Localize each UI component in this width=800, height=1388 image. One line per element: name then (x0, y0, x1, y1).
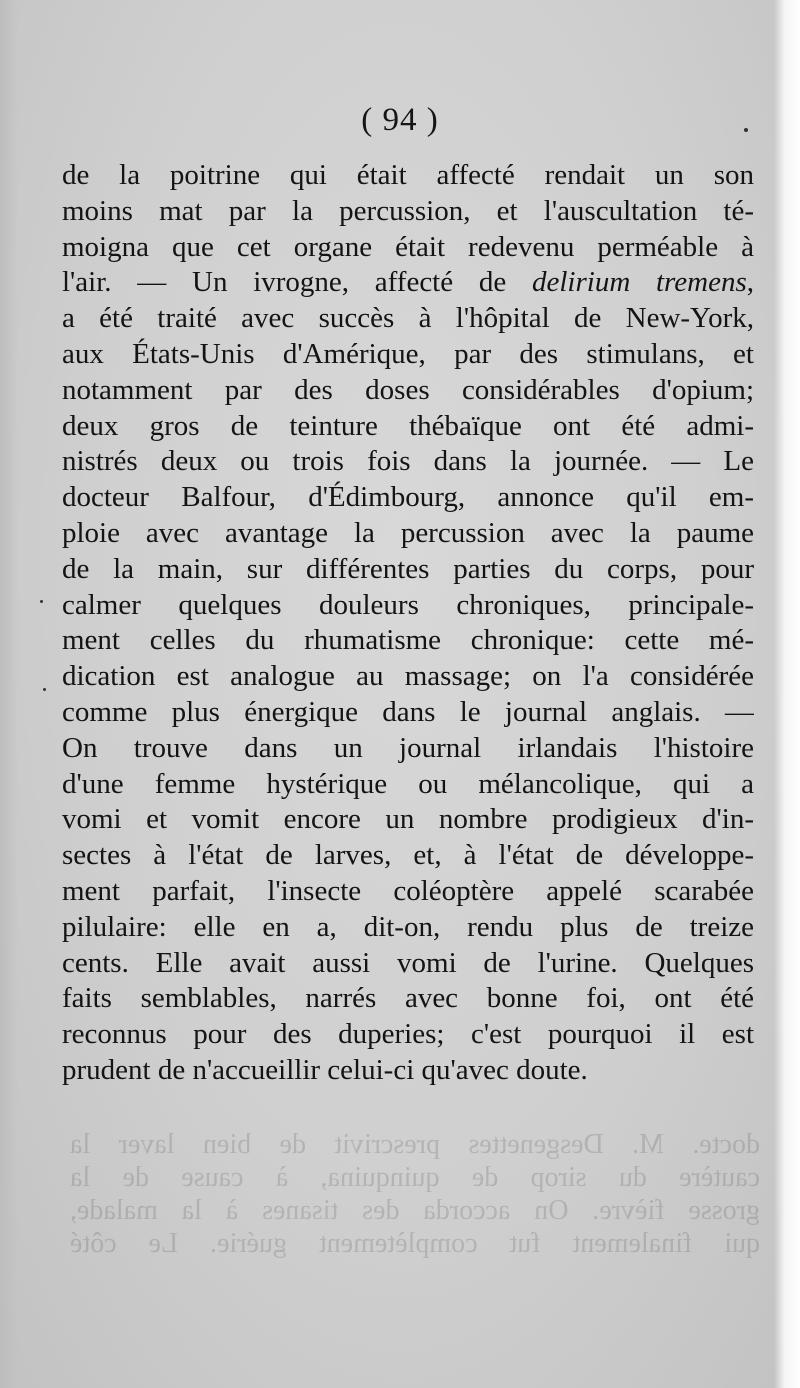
text-line-16: comme plus énergique dans le journal anglais. — (62, 695, 754, 728)
text-line-4-end: , (746, 266, 754, 299)
paper-speck (744, 128, 748, 132)
text-line-2: moins mat par la percussion, et l'auscultation té- (62, 194, 754, 227)
bleed-line-1: docte. M. Desgenettes prescrivit de bien laver la (70, 1129, 760, 1160)
bleed-line-2: cautère du sirop de quinquina, à cause de la (70, 1162, 760, 1193)
text-line-19: vomi et vomit encore un nombre prodigieux d'in- (62, 803, 754, 836)
text-line-4-start: l'air. — Un ivrogne, affecté de (62, 266, 507, 299)
bleed-line-3: grosse fièvre. On accorda des tisanes à la malade, (70, 1195, 760, 1226)
text-line-10: docteur Balfour, d'Édimbourg, annonce qu'il em- (62, 481, 754, 514)
text-line-26: prudent de n'accueillir celui-ci qu'avec doute. (62, 1053, 588, 1086)
text-line-11: ploie avec avantage la percussion avec la paume (62, 516, 754, 549)
text-line-4 (62, 265, 754, 301)
text-line-7: notamment par des doses considérables d'opium; (62, 373, 754, 406)
text-line-6: aux États-Unis d'Amérique, par des stimulans, et (62, 337, 754, 370)
text-line-8: deux gros de teinture thébaïque ont été admi- (62, 409, 754, 442)
text-line-20: sectes à l'état de larves, et, à l'état de développe- (62, 839, 754, 872)
italic-term: delirium tremens (531, 266, 747, 299)
text-line-1: de la poitrine qui était affecté rendait un son (62, 159, 754, 191)
page-shadow-left (0, 0, 18, 1388)
text-line-14: ment celles du rhumatisme chronique: cette mé- (62, 624, 754, 657)
text-line-21: ment parfait, l'insecte coléoptère appelé scarabée (62, 874, 754, 907)
paper-speck (40, 600, 43, 603)
text-line-22: pilulaire: elle en a, dit-on, rendu plus de treize (62, 910, 754, 943)
bleed-through-text (70, 1128, 760, 1260)
page-number: ( 94 ) (361, 102, 439, 138)
text-line-13: calmer quelques douleurs chroniques, principale- (62, 588, 754, 621)
text-line-15: dication est analogue au massage; on l'a considérée (62, 660, 754, 693)
text-line-3: moigna que cet organe était redevenu perméable à (62, 230, 754, 263)
text-line-17: On trouve dans un journal irlandais l'histoire (62, 731, 754, 764)
body-text (62, 158, 754, 1089)
text-line-23: cents. Elle avait aussi vomi de l'urine. Quelques (62, 946, 754, 979)
text-line-9: nistrés deux ou trois fois dans la journée. — Le (62, 445, 754, 478)
text-line-12: de la main, sur différentes parties du corps, pour (62, 552, 754, 585)
text-line-25: reconnus pour des duperies; c'est pourquoi il est (62, 1018, 754, 1051)
text-line-18: d'une femme hystérique ou mélancolique, qui a (62, 767, 754, 800)
page-edge-right (774, 0, 800, 1388)
text-line-24: faits semblables, narrés avec bonne foi, ont été (62, 982, 754, 1015)
paper-speck (43, 688, 46, 691)
text-line-5: a été traité avec succès à l'hôpital de New-York, (62, 302, 754, 335)
bleed-line-4: qui finalement fut complètement guérie. Le côté (70, 1228, 760, 1259)
